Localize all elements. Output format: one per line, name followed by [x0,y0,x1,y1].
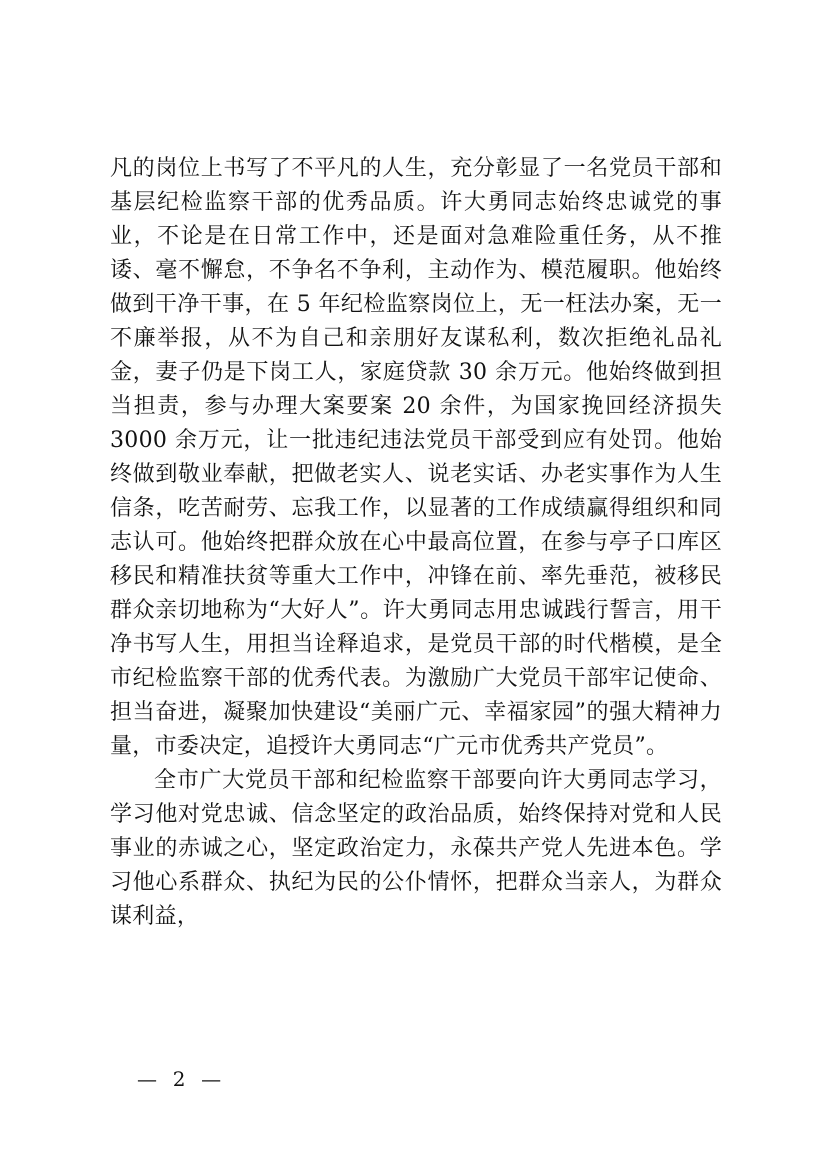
paragraph-continuation: 凡的岗位上书写了不平凡的人生，充分彰显了一名党员干部和基层纪检监察干部的优秀品质。许大勇同志始终忠诚党的事业，不论是在日常工作中，还是面对急难险重任务，从不推诿、毫不懈怠，不争名不争利，主动作为、模范履职。他始终做到干净干事，在 5 年纪检监察岗位上，无一枉法办案，无一不廉举报，从不为自己和亲朋好友谋私利，数次拒绝礼品礼金，妻子仍是下岗工人，家庭贷款 30 余万元。他始终做到担当担责，参与办理大案要案 20 余件，为国家挽回经济损失 3000 余万元，让一批违纪违法党员干部受到应有处罚。他始终做到敬业奉献，把做老实人、说老实话、办老实事作为人生信条，吃苦耐劳、忘我工作，以显著的工作成绩赢得组织和同志认可。他始终把群众放在心中最高位置，在参与亭子口库区移民和精准扶贫等重大工作中，冲锋在前、率先垂范，被移民群众亲切地称为“大好人”。许大勇同志用忠诚践行誓言，用干净书写人生，用担当诠释追求，是党员干部的时代楷模，是全市纪检监察干部的优秀代表。为激励广大党员干部牢记使命、担当奋进，凝聚加快建设“美丽广元、幸福家园”的强大精神力量，市委决定，追授许大勇同志“广元市优秀共产党员”。 [110,156,722,759]
document-body [110,152,722,934]
paragraph-study-call: 全市广大党员干部和纪检监察干部要向许大勇同志学习，学习他对党忠诚、信念坚定的政治品质，始终保持对党和人民事业的赤诚之心，坚定政治定力，永葆共产党人先进本色。学习他心系群众、执纪为民的公仆情怀，把群众当亲人，为群众谋利益， [110,768,722,929]
page-number: — 2 — [137,1067,223,1091]
